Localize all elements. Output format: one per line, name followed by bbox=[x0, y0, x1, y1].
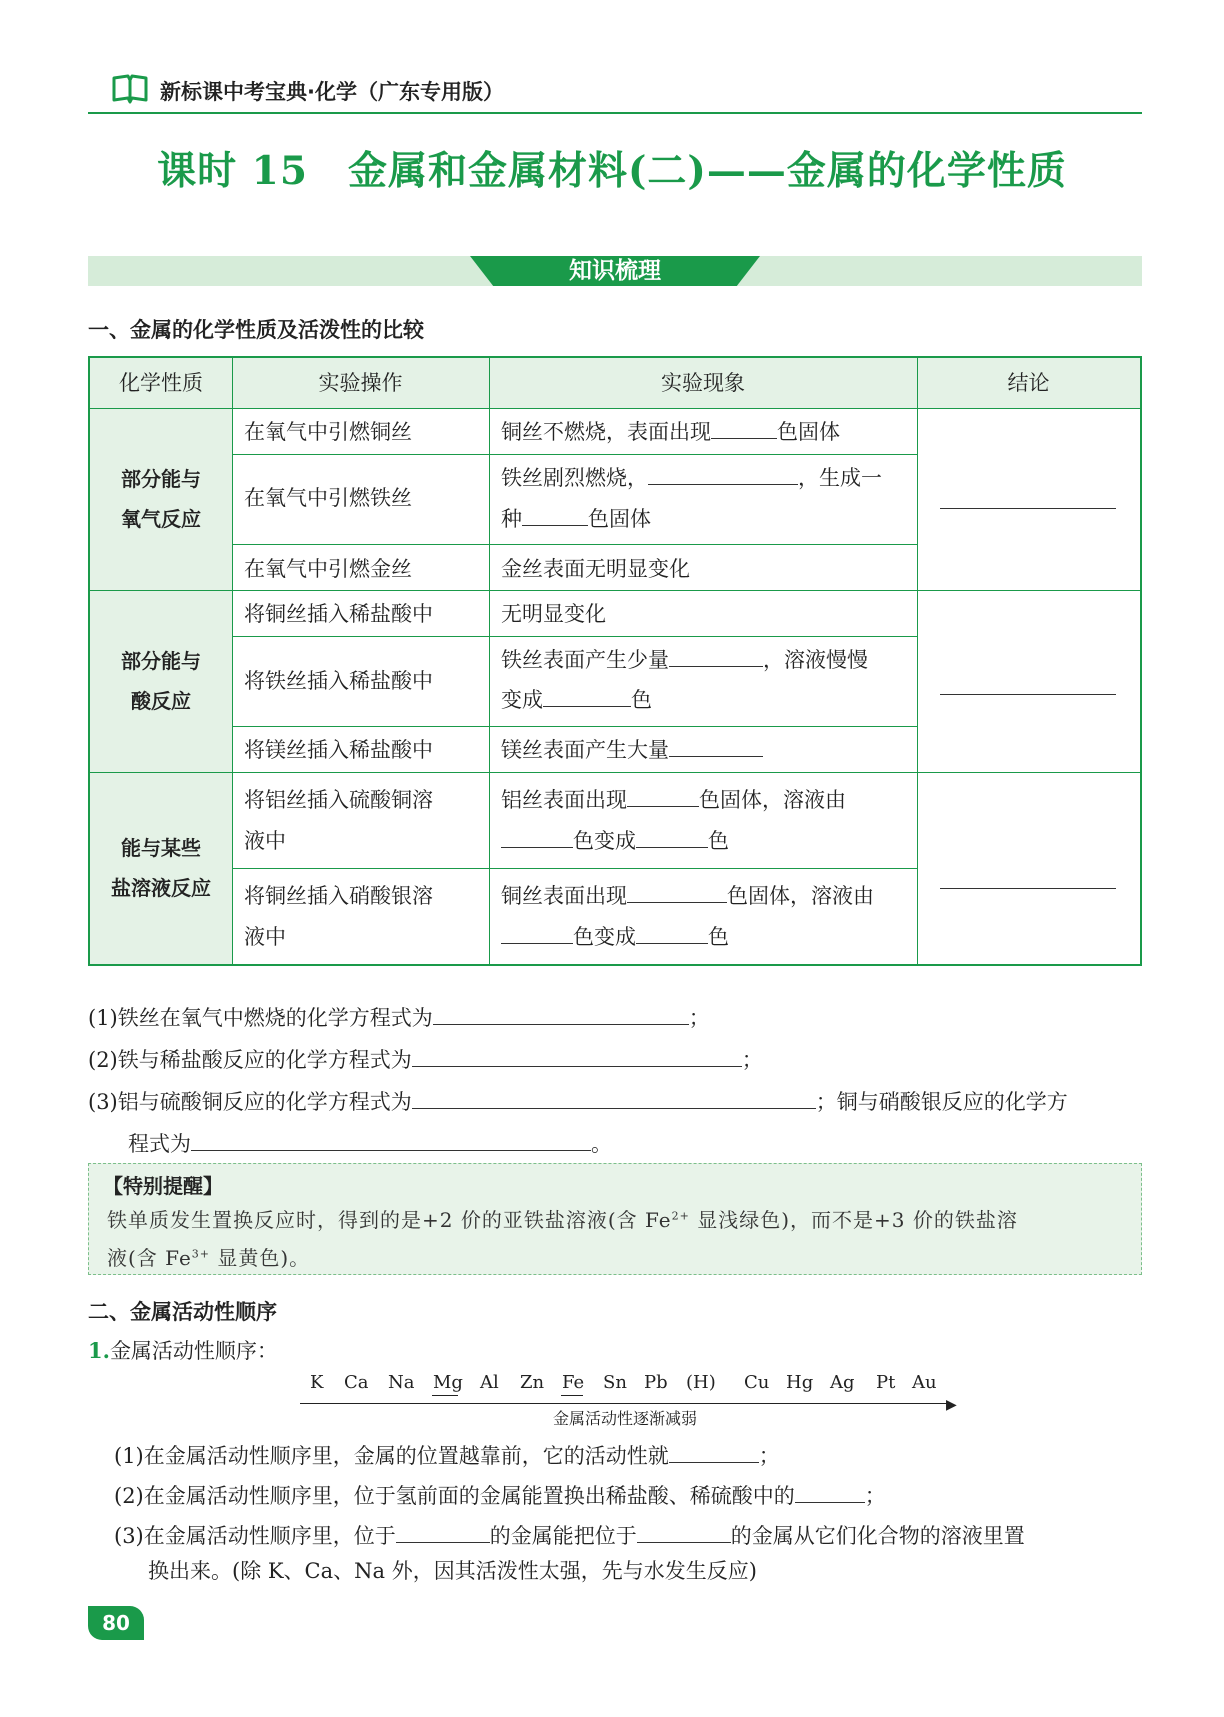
section2-rule3-cont: 换出来。(除 K、Ca、Na 外，因其活泼性太强，先与水发生反应) bbox=[148, 1559, 757, 1583]
table-row-operation: 将铁丝插入稀盐酸中 bbox=[244, 669, 433, 693]
table-row-operation: 将铜丝插入硝酸银溶 bbox=[244, 884, 433, 908]
group-oxygen: 部分能与 氧气反应 bbox=[121, 467, 201, 531]
table-row-operation: 将镁丝插入稀盐酸中 bbox=[244, 738, 433, 762]
table-row-phenomenon-cont: 色变成 色 bbox=[501, 917, 729, 957]
metal-symbol: Zn bbox=[520, 1372, 545, 1393]
table-header-phenomenon: 实验现象 bbox=[661, 371, 745, 395]
equation-q2: (2)铁与稀盐酸反应的化学方程式为 ； bbox=[88, 1040, 763, 1075]
conclusion-blank[interactable] bbox=[940, 508, 1116, 509]
table-row-operation-cont: 液中 bbox=[244, 925, 286, 949]
table-row-operation-cont: 液中 bbox=[244, 829, 286, 853]
metal-symbol: Pb bbox=[644, 1372, 668, 1393]
table-row-phenomenon: 金丝表面无明显变化 bbox=[501, 557, 690, 581]
lesson-title: 课时 15 金属和金属材料(二)——金属的化学性质 bbox=[157, 148, 1067, 194]
answer-blank[interactable] bbox=[543, 680, 631, 707]
table-row-phenomenon: 镁丝表面产生大量 bbox=[501, 730, 763, 770]
table-rule bbox=[232, 726, 917, 727]
answer-blank[interactable] bbox=[795, 1476, 865, 1503]
answer-blank[interactable] bbox=[433, 998, 689, 1025]
table-row-operation: 将铝丝插入硫酸铜溶 bbox=[244, 788, 433, 812]
activity-series bbox=[300, 1372, 960, 1432]
answer-blank[interactable] bbox=[412, 1040, 742, 1067]
answer-blank[interactable] bbox=[501, 917, 573, 944]
metal-symbol: Ca bbox=[344, 1372, 369, 1393]
answer-blank[interactable] bbox=[412, 1082, 816, 1109]
reminder-line: 铁单质发生置换反应时，得到的是+2 价的亚铁盐溶液(含 $Fe^{2+}$ 显浅绿色)，而不是+3 价的铁盐溶 bbox=[107, 1208, 1018, 1232]
metal-symbol: Sn bbox=[603, 1372, 627, 1393]
table-rule bbox=[90, 590, 1140, 591]
metal-underline bbox=[432, 1395, 458, 1396]
table-header-operation: 实验操作 bbox=[318, 371, 403, 395]
answer-blank[interactable] bbox=[711, 412, 777, 439]
section1-heading: 一、金属的化学性质及活泼性的比较 bbox=[88, 318, 424, 342]
table-rule bbox=[232, 544, 917, 545]
table-row-phenomenon-cont: 变成 色 bbox=[501, 680, 652, 720]
equation-q3: (3)铝与硫酸铜反应的化学方程式为 ；铜与硝酸银反应的化学方 bbox=[88, 1082, 1068, 1117]
metal-symbol: Hg bbox=[786, 1372, 814, 1393]
conclusion-blank[interactable] bbox=[940, 694, 1116, 695]
answer-blank[interactable] bbox=[396, 1516, 490, 1543]
table-rule bbox=[232, 868, 917, 869]
section-band-label: 知识梳理 bbox=[569, 258, 661, 284]
table-rule bbox=[90, 408, 1140, 409]
table-rule bbox=[232, 358, 233, 964]
section2-rule2: (2)在金属活动性顺序里，位于氢前面的金属能置换出稀盐酸、稀硫酸中的 ； bbox=[114, 1476, 886, 1511]
arrow-right-icon: ▶ bbox=[946, 1397, 957, 1413]
metal-symbol: Na bbox=[388, 1372, 415, 1393]
metal-symbol: Pt bbox=[876, 1372, 896, 1393]
series-caption: 金属活动性逐渐减弱 bbox=[552, 1409, 697, 1428]
table-row-phenomenon: 无明显变化 bbox=[501, 602, 606, 626]
answer-blank[interactable] bbox=[669, 730, 763, 757]
metal-symbol: (H) bbox=[686, 1372, 716, 1393]
table-row-phenomenon-cont: 种 色固体 bbox=[501, 499, 651, 539]
conclusion-blank[interactable] bbox=[940, 888, 1116, 889]
header-title: 新标课中考宝典·化学（广东专用版） bbox=[160, 80, 504, 104]
table-header-conclusion: 结论 bbox=[1007, 371, 1050, 395]
answer-blank[interactable] bbox=[669, 1436, 759, 1463]
answer-blank[interactable] bbox=[669, 640, 763, 667]
table-row-phenomenon-cont: 色变成 色 bbox=[501, 821, 729, 861]
table-row-phenomenon: 铝丝表面出现 色固体，溶液由 bbox=[501, 780, 846, 820]
properties-table bbox=[88, 356, 1142, 966]
table-row-operation: 在氧气中引燃铜丝 bbox=[244, 420, 412, 444]
section2-item1: 1.金属活动性顺序： bbox=[88, 1338, 278, 1363]
table-row-phenomenon: 铜丝不燃烧，表面出现 色固体 bbox=[501, 412, 840, 452]
table-rule bbox=[917, 358, 918, 964]
metal-symbol: Fe bbox=[562, 1372, 585, 1393]
metal-symbol: Cu bbox=[744, 1372, 770, 1393]
answer-blank[interactable] bbox=[501, 821, 573, 848]
section2-rule1: (1)在金属活动性顺序里，金属的位置越靠前，它的活动性就 ； bbox=[114, 1436, 780, 1471]
table-rule bbox=[232, 636, 917, 637]
table-row-operation: 将铜丝插入稀盐酸中 bbox=[244, 602, 433, 626]
table-header-property: 化学性质 bbox=[119, 371, 203, 395]
answer-blank[interactable] bbox=[637, 1516, 731, 1543]
series-arrow-line bbox=[300, 1403, 950, 1404]
equation-q3-cont: 程式为 。 bbox=[128, 1124, 612, 1159]
metal-underline bbox=[561, 1395, 583, 1396]
metal-symbol: Ag bbox=[830, 1372, 855, 1393]
table-row-phenomenon: 铜丝表面出现 色固体，溶液由 bbox=[501, 876, 874, 916]
answer-blank[interactable] bbox=[636, 917, 708, 944]
section2-rule3: (3)在金属活动性顺序里，位于 的金属能把位于 的金属从它们化合物的溶液里置 bbox=[114, 1516, 1025, 1551]
answer-blank[interactable] bbox=[627, 876, 727, 903]
metal-symbol: Mg bbox=[433, 1372, 463, 1393]
page-header bbox=[88, 70, 1142, 114]
reminder-line: 液(含 $Fe^{3+}$ 显黄色)。 bbox=[107, 1246, 311, 1270]
answer-blank[interactable] bbox=[627, 780, 699, 807]
page-number: 80 bbox=[88, 1606, 144, 1640]
table-row-operation: 在氧气中引燃金丝 bbox=[244, 557, 412, 581]
answer-blank[interactable] bbox=[522, 499, 588, 526]
group-acid: 部分能与 酸反应 bbox=[121, 649, 201, 713]
reminder-title: 【特别提醒】 bbox=[103, 1174, 223, 1198]
answer-blank[interactable] bbox=[191, 1124, 591, 1151]
book-icon bbox=[110, 72, 150, 106]
special-reminder-box bbox=[88, 1163, 1142, 1275]
metal-symbol: Au bbox=[912, 1372, 937, 1393]
group-salt: 能与某些 盐溶液反应 bbox=[111, 836, 211, 900]
table-row-operation: 在氧气中引燃铁丝 bbox=[244, 486, 412, 510]
metal-symbol: Al bbox=[480, 1372, 499, 1393]
section2-heading: 二、金属活动性顺序 bbox=[88, 1300, 277, 1324]
table-row-phenomenon: 铁丝表面产生少量 ，溶液慢慢 bbox=[501, 640, 868, 680]
table-rule bbox=[90, 772, 1140, 773]
table-row-phenomenon: 铁丝剧烈燃烧， ，生成一 bbox=[501, 458, 882, 498]
table-rule bbox=[232, 454, 917, 455]
equation-q1: (1)铁丝在氧气中燃烧的化学方程式为 ； bbox=[88, 998, 710, 1033]
metal-symbol: K bbox=[310, 1372, 324, 1393]
answer-blank[interactable] bbox=[636, 821, 708, 848]
answer-blank[interactable] bbox=[648, 458, 798, 485]
table-rule bbox=[489, 358, 490, 964]
